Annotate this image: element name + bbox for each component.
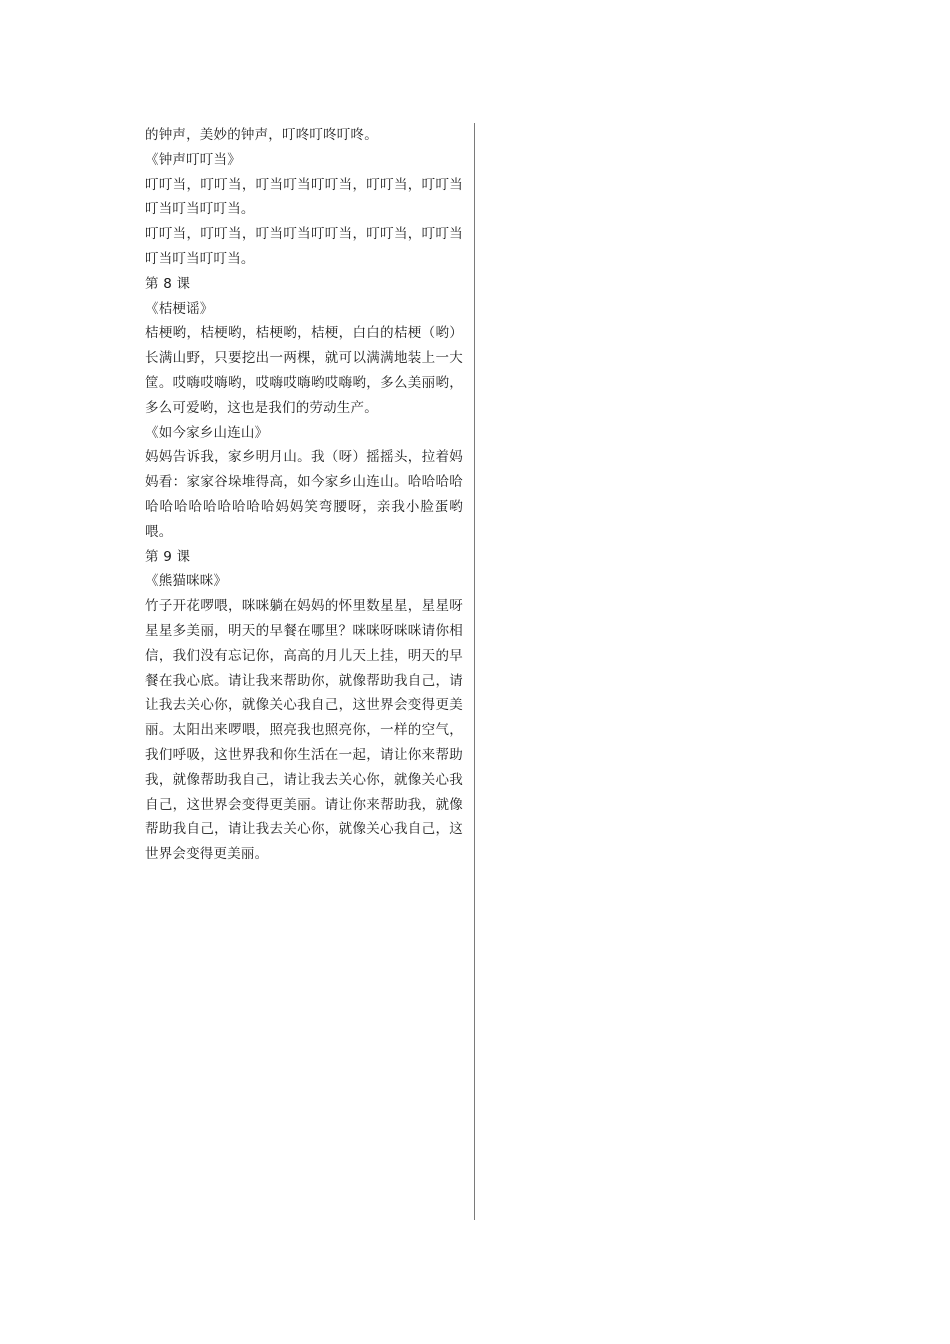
song-title: 《钟声叮叮当》 [145,151,241,168]
lyrics-paragraph: 叮叮当，叮叮当，叮当叮当叮叮当，叮叮当，叮叮当叮当叮当叮叮当。 [145,226,463,267]
song-title: 《如今家乡山连山》 [145,424,269,441]
lyrics-paragraph: 叮叮当，叮叮当，叮当叮当叮叮当，叮叮当，叮叮当叮当叮当叮叮当。 [145,176,463,218]
text-column [145,123,463,867]
song-title: 《桔梗谣》 [145,300,214,317]
song-title: 《熊猫咪咪》 [145,573,228,590]
lyrics-paragraph: 竹子开花啰喂，咪咪躺在妈妈的怀里数星星，星星呀星星多美丽，明天的早餐在哪里？咪咪呀咪咪请你相信，我们没有忘记你，高高的月儿天上挂，明天的早餐在我心底。请让我来帮助你，就像帮助我自己，请让我去关心你，就像关心我自己，这世界会变得更美丽。太阳出来啰喂，照亮我也照亮你，一样的空气，我们呼吸，这世界我和你生活在一起，请让你来帮助我，就像帮助我自己，请让我去关心你，就像关心我自己，这世界会变得更美丽。请让你来帮助我，就像帮助我自己，请让我去关心你，就像关心我自己，这世界会变得更美丽。 [145,598,463,863]
lesson-heading: 第 9 课 [145,548,191,565]
paragraph-continuation: 的钟声，美妙的钟声，叮咚叮咚叮咚。 [145,127,378,143]
lyrics-paragraph: 妈妈告诉我，家乡明月山。我（呀）摇摇头，拉着妈妈看：家家谷垛堆得高，如今家乡山连山。哈哈哈哈哈哈哈哈哈哈哈哈哈妈妈笑弯腰呀，亲我小脸蛋哟喂。 [145,449,463,540]
lesson-heading: 第 8 课 [145,275,191,292]
lyrics-paragraph: 桔梗哟，桔梗哟，桔梗哟，桔梗，白白的桔梗（哟）长满山野，只要挖出一两棵，就可以满满地装上一大筐。哎嗨哎嗨哟，哎嗨哎嗨哟哎嗨哟，多么美丽哟，多么可爱哟，这也是我们的劳动生产。 [145,325,463,416]
column-divider [474,123,475,1220]
